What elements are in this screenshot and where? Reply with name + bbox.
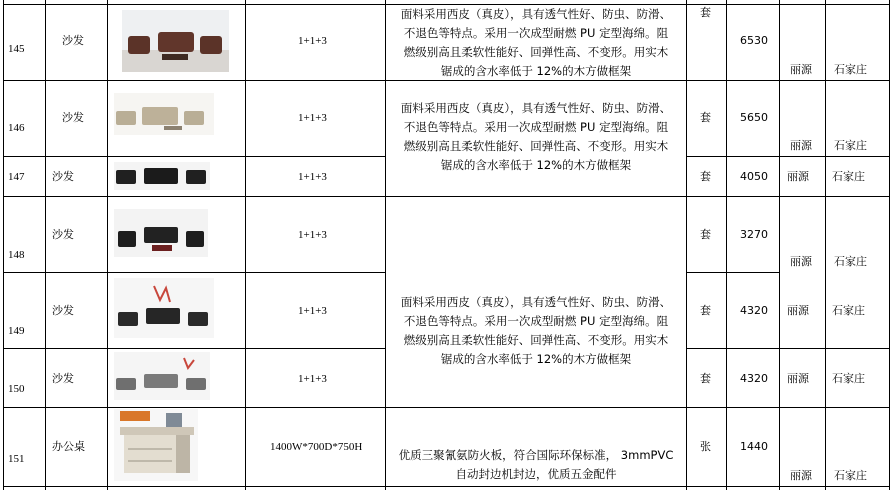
description-block: [388, 293, 684, 369]
item-number: 147: [8, 171, 25, 183]
item-spec: 1+1+3: [298, 112, 327, 124]
description-line: 不退色等特点。采用一次成型耐燃 PU 定型海绵。阻: [403, 120, 669, 134]
description-line: 面料采用西皮（真皮），具有透气性好、防虫、防滑、: [400, 295, 672, 309]
item-brand: 丽源: [787, 304, 809, 317]
grid-line: [3, 156, 386, 157]
item-name: 沙发: [52, 304, 74, 317]
grid-line: [3, 272, 386, 273]
item-unit: 套: [700, 228, 711, 241]
description-block: [388, 5, 684, 81]
item-spec: 1+1+3: [298, 305, 327, 317]
item-unit: 套: [700, 170, 711, 183]
description-line: 不退色等特点。采用一次成型耐燃 PU 定型海绵。阻: [403, 26, 669, 40]
item-price: 1440: [740, 440, 768, 453]
description-line: 面料采用西皮（真皮），具有透气性好、防虫、防滑、: [400, 101, 672, 115]
description-line: 自动封边机封边，优质五金配件: [455, 467, 617, 481]
grid-line: [779, 0, 780, 490]
description-line: 优质三聚氰氨防火板，符合国际环保标准， 3mmPVC: [398, 448, 674, 462]
grid-line: [3, 486, 890, 487]
item-number: 149: [8, 325, 25, 337]
item-number: 145: [8, 43, 25, 55]
description-line: 锯成的含水率低于 12%的木方做框架: [440, 64, 632, 78]
item-origin: 石家庄: [832, 372, 865, 385]
item-number: 150: [8, 383, 25, 395]
item-origin: 石家庄: [832, 304, 865, 317]
description-line: 锯成的含水率低于 12%的木方做框架: [440, 158, 632, 172]
grid-line: [107, 0, 108, 490]
item-unit: 张: [700, 440, 711, 453]
description-block: [388, 446, 684, 484]
item-name: 办公桌: [52, 440, 85, 453]
item-name: 沙发: [52, 170, 74, 183]
sofa-grey-icon: [114, 352, 210, 400]
item-spec: 1400W*700D*750H: [270, 441, 363, 453]
item-price: 3270: [740, 228, 768, 241]
item-brand: 丽源: [790, 63, 812, 76]
grid-line: [245, 0, 246, 490]
item-brand: 丽源: [787, 170, 809, 183]
item-unit: 套: [700, 111, 711, 124]
sofa-black-icon: [114, 278, 214, 338]
sofa-brown-icon: [122, 10, 229, 72]
item-name: 沙发: [52, 228, 74, 241]
item-spec: 1+1+3: [298, 373, 327, 385]
grid-line: [3, 0, 4, 490]
item-spec: 1+1+3: [298, 229, 327, 241]
item-name: 沙发: [52, 372, 74, 385]
item-brand: 丽源: [790, 139, 812, 152]
grid-line: [726, 0, 727, 490]
description-line: 面料采用西皮（真皮），具有透气性好、防虫、防滑、: [400, 7, 672, 21]
item-price: 4050: [740, 170, 768, 183]
item-origin: 石家庄: [834, 469, 867, 482]
grid-line: [825, 0, 826, 490]
item-origin: 石家庄: [832, 170, 865, 183]
grid-line: [385, 0, 386, 490]
item-spec: 1+1+3: [298, 35, 327, 47]
grid-line: [3, 196, 890, 197]
grid-line: [889, 0, 890, 490]
item-price: 5650: [740, 111, 768, 124]
item-price: 4320: [740, 372, 768, 385]
item-number: 148: [8, 249, 25, 261]
grid-line: [686, 0, 687, 490]
item-number: 151: [8, 453, 25, 465]
item-unit: 套: [700, 6, 711, 19]
item-price: 6530: [740, 34, 768, 47]
item-name: 沙发: [62, 111, 84, 124]
item-origin: 石家庄: [834, 139, 867, 152]
description-block: [388, 99, 684, 175]
item-spec: 1+1+3: [298, 171, 327, 183]
item-brand: 丽源: [790, 469, 812, 482]
item-brand: 丽源: [790, 255, 812, 268]
grid-line: [3, 407, 890, 408]
item-unit: 套: [700, 304, 711, 317]
description-line: 燃级别高且柔软性能好、回弹性高、不变形。用实木: [403, 45, 669, 59]
sofa-red-black-icon: [114, 209, 208, 257]
description-line: 不退色等特点。采用一次成型耐燃 PU 定型海绵。阻: [403, 314, 669, 328]
item-name: 沙发: [62, 34, 84, 47]
office-desk-icon: [114, 409, 198, 481]
item-brand: 丽源: [787, 372, 809, 385]
grid-line: [686, 348, 890, 349]
item-origin: 石家庄: [834, 63, 867, 76]
description-line: 燃级别高且柔软性能好、回弹性高、不变形。用实木: [403, 333, 669, 347]
description-line: 燃级别高且柔软性能好、回弹性高、不变形。用实木: [403, 139, 669, 153]
sofa-beige-icon: [114, 93, 214, 135]
item-unit: 套: [700, 372, 711, 385]
item-price: 4320: [740, 304, 768, 317]
description-line: 锯成的含水率低于 12%的木方做框架: [440, 352, 632, 366]
grid-line: [686, 156, 890, 157]
item-origin: 石家庄: [834, 255, 867, 268]
grid-line: [686, 272, 780, 273]
item-number: 146: [8, 122, 25, 134]
grid-line: [3, 348, 386, 349]
grid-line: [45, 0, 46, 490]
sofa-black-icon: [114, 162, 210, 190]
